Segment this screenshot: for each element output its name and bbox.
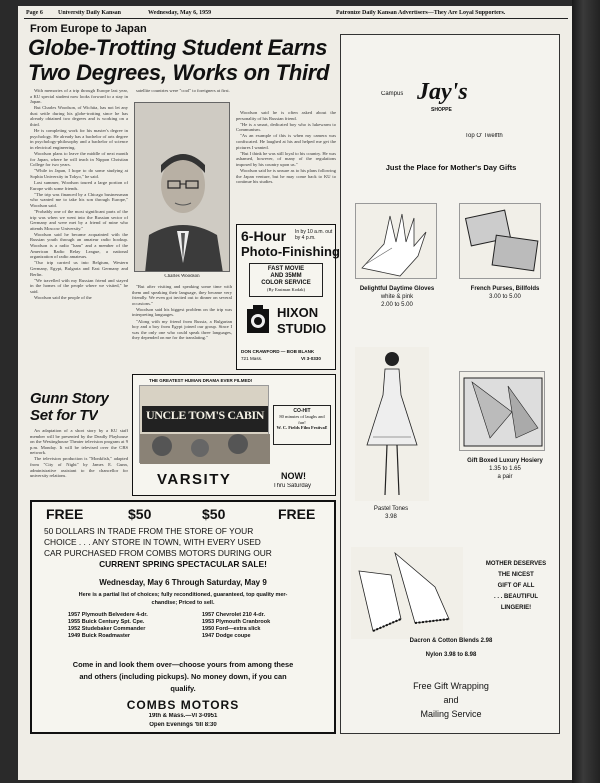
- hixon-owners: DON CRAWFORD — BOB BLANK: [241, 349, 315, 354]
- combs-intro2: chandise; Priced to sell.: [151, 600, 215, 606]
- story-column-2-top: satellite countries were "cool" to foreigners at first.: [136, 88, 230, 93]
- uncle-toms-cabin-illustration: [139, 385, 269, 463]
- combs-close-line2: and others (including pickups). No money down, if you can: [79, 672, 287, 681]
- story-headline-line2: Two Degrees, Works on Third: [28, 60, 330, 85]
- combs-address: 19th & Mass.—VI 3-0951: [148, 713, 218, 719]
- jays-location: Top O' Twelfth: [465, 133, 503, 139]
- gunn-headline-line1: Gunn Story: [30, 390, 109, 407]
- dacron-price: Dacron & Cotton Blends 2.98: [409, 638, 493, 644]
- hosiery-illustration: [459, 371, 545, 451]
- hixon-address: 721 Mass.: [241, 356, 263, 361]
- car-item: 1947 Dodge coupe: [202, 633, 251, 639]
- purses-price: 3.00 to 5.00: [489, 294, 521, 300]
- combs-lead-line1: 50 DOLLARS IN TRADE FROM THE STORE OF YOUR: [44, 526, 254, 536]
- photo-caption: Charles Woodson: [164, 274, 200, 279]
- lingerie-copy: [473, 559, 559, 614]
- combs-close-line3: qualify.: [170, 684, 196, 693]
- page-number: Page 6: [26, 10, 43, 16]
- jays-headline: Just the Place for Mother's Day Gifts: [385, 163, 517, 172]
- pastel-price: 3.98: [385, 514, 397, 520]
- issue-date: Wednesday, May 6, 1959: [148, 10, 212, 16]
- car-item: 1955 Buick Century Spt. Cpe.: [68, 619, 145, 625]
- varsity-thru: Thru Saturday: [273, 483, 312, 489]
- varsity-cohit-desc: 80 minutes of laughs and fun!: [279, 414, 325, 425]
- footer-gift-wrapping: Free Gift Wrapping: [413, 681, 489, 691]
- hixon-box-line4: (By Eastman Kodak): [267, 287, 305, 292]
- combs-free-left: FREE: [46, 506, 84, 522]
- car-item: 1952 Studebaker Commander: [68, 626, 146, 632]
- car-item: 1957 Plymouth Belvedere 4-dr.: [68, 612, 148, 618]
- header-rule: [24, 18, 568, 19]
- lingerie-line2: THE NICEST: [498, 572, 534, 578]
- advertiser-banner: Patronize Daily Kansan Advertisers—They Are Loyal Supporters.: [336, 10, 506, 16]
- varsity-theater-name: VARSITY: [157, 471, 232, 488]
- footer-mailing: Mailing Service: [420, 709, 482, 719]
- combs-lead-line4: CURRENT SPRING SPECTACULAR SALE!: [99, 559, 267, 569]
- gunn-story-body: An adaptation of a short story by a KU staff member will be presented by the Deadly Playhouse on the Westinghouse Theater television program at 9 p.m. Monday. It will be televised over the CBS network. The television production is "Monkfish," adapted from "City of Night" by James E. Gunn, administrative assistant to the chancellor for university relations.: [30, 428, 128, 479]
- woodson-portrait-photo: [134, 102, 230, 272]
- varsity-cohit: CO-HIT: [293, 408, 311, 414]
- hixon-in-out: In by 10 a.m. out by 4 p.m.: [295, 229, 333, 241]
- gloves-illustration: [355, 203, 437, 279]
- combs-cars-right: [202, 612, 332, 640]
- hosiery-title: Gift Boxed Luxury Hosiery: [467, 458, 543, 464]
- story-kicker: From Europe to Japan: [30, 23, 147, 35]
- paper-name: University Daily Kansan: [58, 10, 122, 16]
- hixon-box-line2: AND 35MM: [270, 273, 302, 279]
- combs-free-right: FREE: [278, 506, 316, 522]
- combs-intro1: Here is a partial list of choices; fully reconditioned, guaranteed, top quality mer-: [78, 592, 288, 598]
- varsity-now: NOW!: [281, 471, 306, 481]
- hixon-phone: VI 3-0330: [301, 356, 321, 361]
- nylon-price: Nylon 3.98 to 8.98: [425, 652, 477, 658]
- hixon-name1: HIXON: [277, 305, 319, 320]
- hixon-service-box: [249, 263, 323, 297]
- car-item: 1957 Chevrolet 210 4-dr.: [202, 612, 265, 618]
- hixon-six-hour: 6-Hour: [241, 228, 287, 244]
- jays-shoppe-ad: [340, 34, 560, 734]
- hixon-studio-ad: [236, 224, 340, 370]
- pastel-dress-illustration: [355, 347, 429, 501]
- varsity-theater-ad: [132, 374, 336, 496]
- combs-dollars-1: $50: [128, 506, 152, 522]
- gloves-title: Delightful Daytime Gloves: [359, 286, 435, 292]
- lingerie-line4: . . . BEAUTIFUL: [494, 594, 538, 600]
- hixon-photo-finishing: Photo-Finishing: [241, 244, 340, 259]
- varsity-cohit-box: [273, 405, 331, 445]
- purses-title: French Purses, Billfolds: [470, 286, 540, 292]
- newspaper-page: [18, 6, 572, 780]
- combs-hours: Open Evenings 'till 8:30: [149, 722, 217, 728]
- combs-dates: Wednesday, May 6 Through Saturday, May 9: [99, 578, 267, 587]
- pastel-title: Pastel Tones: [373, 506, 409, 512]
- combs-motors-ad: [30, 500, 336, 734]
- lingerie-line5: LINGERIE!: [500, 605, 532, 611]
- jays-logo: Jay's: [417, 79, 468, 105]
- story-column-1: With memories of a trip through Europe last year, a KU special student now looks forward to a stay in Japan. But Charles Woodson, of Wichita, has not let any dust settle during his globe-trotting since he has already obtained two degrees and is working on a third. He is completing work for his master's degree in psychology. He already has a bachelor of arts degree in psychology-philosophy and a bachelor of science in electrical engineering. Woodson plans to leave the middle of next month for Japan, where he will teach in Nippon Christian College for two years. "While in Japan, I hope to do some studying at Sophia University in Tokyo," he said. Last summer, Woodson toured a large portion of Europe with some friends. "The trip was financed by a Chicago businessman who wanted me to take his son through Europe," Woodson said. "Probably one of the most significant parts of the trip was when we went into the Russian sector of Germany and were met by a friend of mine who attends Moscow University." Woodson said he became acquainted with the Russian youth through an amateur radio hookup. Woodson is a radio "ham" and a member of the American Radio Relay League, a national organization of radio amateurs. "Our trip carried us into Belgium, Western Germany, Egypt, Bulgaria and East Germany and Berlin. "We travelled with my Russian friend and stayed in the homes of the people where we visited," he said. Woodson said the people of the: [30, 88, 128, 300]
- purses-illustration: [459, 203, 541, 279]
- story-headline-line1: Globe-Trotting Student Earns: [28, 35, 328, 60]
- combs-dollars-2: $50: [202, 506, 226, 522]
- jays-footer: [341, 679, 561, 721]
- story-column-2-bottom: "But after visiting and speaking some time with them and speaking their language, they became very friendly. We even got invited out to dinner on several occasions." Woodson said his biggest problem on the trip was interpreting languages. "Along with my friend from Russia, a Bulgarian boy and a boy from Egypt joined our group. Since I was the only one who could speak three languages, they depended on me for the translating.": [132, 284, 232, 341]
- car-item: 1949 Buick Roadmaster: [68, 633, 131, 639]
- jays-logo-sub: SHOPPE: [431, 107, 452, 113]
- lingerie-line3: GIFT OF ALL: [497, 583, 535, 589]
- combs-lead-line3: CAR PURCHASED FROM COMBS MOTORS DURING OUR: [44, 548, 272, 558]
- combs-cars-left: [68, 612, 198, 640]
- lingerie-illustration: [351, 547, 463, 639]
- gloves-subtitle: white & pink: [380, 294, 414, 300]
- gunn-headline-line2: Set for TV: [30, 407, 98, 424]
- varsity-movie-title: UNCLE TOM'S CABIN: [145, 408, 265, 422]
- combs-close-line1: Come in and look them over—choose yours from among these: [72, 660, 294, 669]
- combs-lead-line2: CHOICE . . . ANY STORE IN TOWN, WITH EVERY USED: [44, 537, 261, 547]
- car-item: 1950 Ford—extra slick: [202, 626, 261, 632]
- story-column-3: Woodson said he is often asked about the personality of his Russian friend. "He is a smart, dedicated boy who is lukewarm to Communism. "As an example of this is when my camera was confiscated. He laughed at his and helped me get the pictures I wanted. "But I think he was still loyal to his country. He was ashamed, however, of many of the regulations imposed by his country upon us." Woodson said he is unsure as to his plans following the Japan venture, but he may come back to KU to continue his studies.: [236, 110, 336, 185]
- jays-campus: Campus: [381, 91, 404, 97]
- hixon-name2: STUDIO: [277, 321, 327, 336]
- hixon-box-line1: FAST MOVIE: [267, 266, 305, 272]
- varsity-festival: W. C. Fields Film Festival!: [276, 425, 328, 430]
- gloves-price: 2.00 to 5.00: [381, 302, 413, 308]
- camera-icon: [245, 305, 271, 344]
- page-edge-shadow: [572, 0, 600, 783]
- footer-and: and: [443, 695, 459, 705]
- varsity-tagline: THE GREATEST HUMAN DRAMA EVER FILMED!: [149, 378, 253, 383]
- hixon-box-line3: COLOR SERVICE: [261, 280, 311, 286]
- lingerie-line1: MOTHER DESERVES: [485, 561, 547, 567]
- combs-motors-name: COMBS MOTORS: [126, 698, 240, 712]
- hosiery-price: 1.35 to 1.65: [489, 466, 521, 472]
- hosiery-unit: a pair: [497, 474, 513, 480]
- car-item: 1953 Plymouth Cranbrook: [202, 619, 271, 625]
